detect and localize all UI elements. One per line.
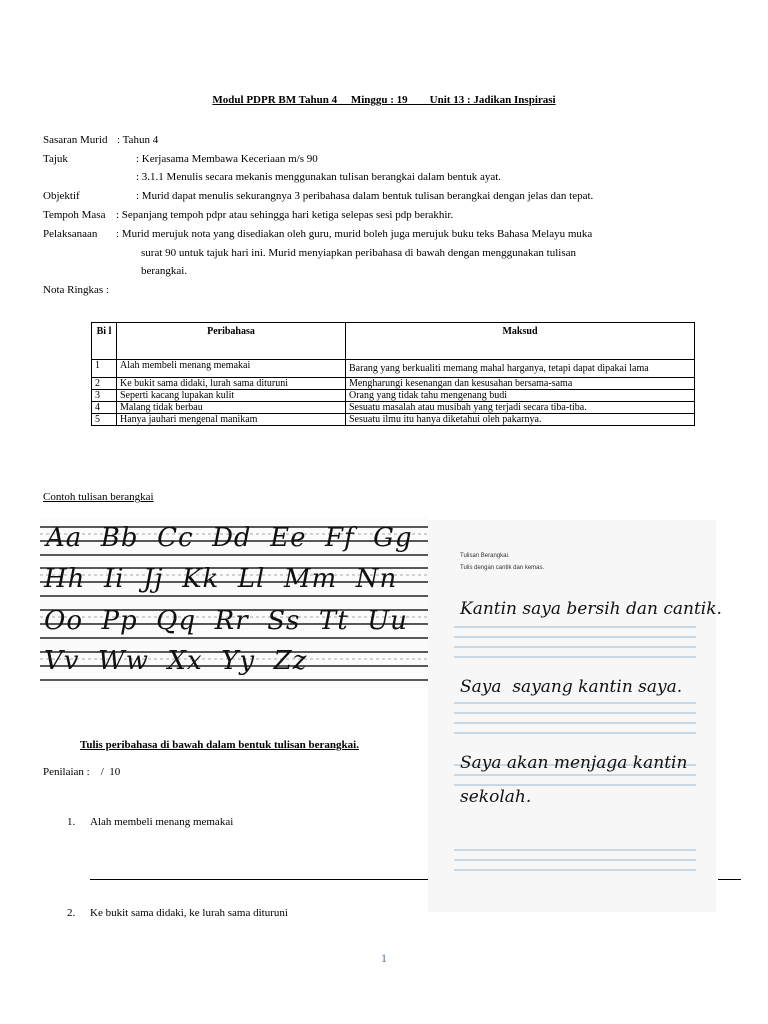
cell-no: 4 <box>92 402 117 414</box>
sasaran-label: Sasaran Murid <box>43 134 108 146</box>
cell-maksud: Sesuatu masalah atau musibah yang terjadi secara tiba-tiba. <box>346 402 695 414</box>
col-header-peribahasa: Peribahasa <box>117 323 346 360</box>
pelaksanaan-value-3: berangkai. <box>141 265 188 277</box>
cell-no: 3 <box>92 390 117 402</box>
tajuk-value-1: : Kerjasama Membawa Keceriaan m/s 90 <box>136 153 318 165</box>
table-header-row <box>92 323 695 360</box>
pelaksanaan-value-1: : Murid merujuk nota yang disediakan oleh guru, murid boleh juga merujuk buku teks Bahasa Melayu muka <box>116 228 593 240</box>
tempoh-label: Tempoh Masa <box>43 209 106 221</box>
cell-peribahasa: Malang tidak berbau <box>117 402 346 414</box>
tajuk-label: Tajuk <box>43 153 68 165</box>
cell-maksud: Orang yang tidak tahu mengenang budi <box>346 390 695 402</box>
cursive-row-3: Oo Pp Qq Rr Ss Tt Uu <box>44 606 408 636</box>
sample-line-1: Kantin saya bersih dan cantik. <box>460 599 722 619</box>
table-row <box>92 360 695 378</box>
item-1-number: 1. <box>67 816 76 828</box>
answer-line-1 <box>90 879 428 880</box>
cell-peribahasa: Hanya jauhari mengenal manikam <box>117 414 346 426</box>
contoh-label: Contoh tulisan berangkai <box>43 491 154 503</box>
cursive-row-4: Vv Ww Xx Yy Zz <box>44 646 308 676</box>
pelaksanaan-label: Pelaksanaan <box>43 228 98 240</box>
objektif-label: Objektif <box>43 190 80 202</box>
cell-no: 2 <box>92 378 117 390</box>
col-header-maksud: Maksud <box>346 323 695 360</box>
sample-line-2: Saya sayang kantin saya. <box>460 677 683 697</box>
tempoh-value: : Sepanjang tempoh pdpr atau sehingga hari ketiga selepas sesi pdp berakhir. <box>116 209 454 221</box>
sample-line-3a: Saya akan menjaga kantin <box>460 753 688 773</box>
cell-maksud: Sesuatu ilmu itu hanya diketahui oleh pakarnya. <box>346 414 695 426</box>
cell-peribahasa: Alah membeli menang memakai <box>117 360 346 378</box>
table-row <box>92 378 695 390</box>
peribahasa-table <box>91 322 695 426</box>
col-header-bil: Bi l <box>92 323 117 360</box>
cell-peribahasa: Seperti kacang lupakan kulit <box>117 390 346 402</box>
sample-worksheet <box>428 520 722 912</box>
cursive-alphabet-image <box>40 518 428 688</box>
table-row <box>92 414 695 426</box>
pelaksanaan-value-2: surat 90 untuk tajuk hari ini. Murid menyiapkan peribahasa di bawah dengan menggunakan tulisan <box>141 247 576 259</box>
penilaian-label: Penilaian : / 10 <box>43 766 121 778</box>
sasaran-value: : Tahun 4 <box>117 134 159 146</box>
sample-writing-lines <box>428 520 716 912</box>
sample-line-3b: sekolah. <box>460 787 532 807</box>
tajuk-value-2: : 3.1.1 Menulis secara mekanis menggunakan tulisan berangkai dalam bentuk ayat. <box>136 171 502 183</box>
cell-maksud: Barang yang berkualiti memang mahal harganya, tetapi dapat dipakai lama <box>346 360 695 378</box>
cell-maksud: Mengharungi kesenangan dan kesusahan bersama-sama <box>346 378 695 390</box>
table-row <box>92 402 695 414</box>
item-1-text: Alah membeli menang memakai <box>90 816 234 828</box>
objektif-value: : Murid dapat menulis sekurangnya 3 peribahasa dalam bentuk tulisan berangkai dengan jelas dan tepat. <box>136 190 594 202</box>
cell-no: 5 <box>92 414 117 426</box>
document-title: Modul PDPR BM Tahun 4 Minggu : 19 Unit 13 : Jadikan Inspirasi <box>212 94 556 106</box>
exercise-heading: Tulis peribahasa di bawah dalam bentuk tulisan berangkai. <box>80 739 359 751</box>
table-row <box>92 390 695 402</box>
page-number: 1 <box>381 951 387 965</box>
item-2-text: Ke bukit sama didaki, ke lurah sama dituruni <box>90 907 288 919</box>
answer-line-1-end <box>718 879 741 880</box>
item-2-number: 2. <box>67 907 76 919</box>
sample-subtitle: Tulis dengan cantik dan kemas. <box>460 565 545 571</box>
cursive-row-2: Hh Ii Jj Kk Ll Mm Nn <box>44 564 398 594</box>
sample-title: Tulisan Berangkai. <box>460 553 510 559</box>
cursive-row-1: Aa Bb Cc Dd Ee Ff Gg <box>46 523 413 553</box>
cell-no: 1 <box>92 360 117 378</box>
nota-ringkas-label: Nota Ringkas : <box>43 284 109 296</box>
cell-peribahasa: Ke bukit sama didaki, lurah sama dituruni <box>117 378 346 390</box>
